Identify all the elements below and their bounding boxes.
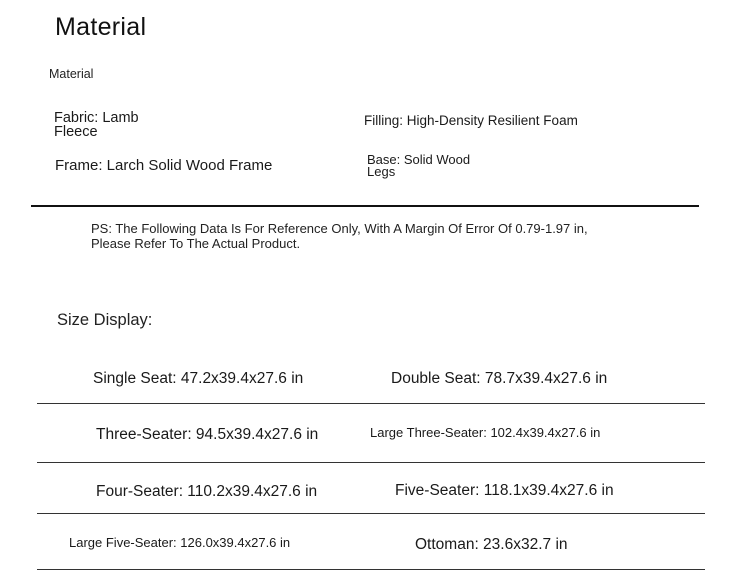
reference-note-line2: Please Refer To The Actual Product. <box>91 236 301 251</box>
size-large-three-seater: Large Three-Seater: 102.4x39.4x27.6 in <box>370 425 601 440</box>
row-divider <box>37 462 705 463</box>
size-large-five-seater: Large Five-Seater: 126.0x39.4x27.6 in <box>69 535 291 550</box>
filling-spec: Filling: High-Density Resilient Foam <box>364 113 578 128</box>
row-divider <box>37 403 705 404</box>
frame-spec: Frame: Larch Solid Wood Frame <box>55 157 273 174</box>
size-four-seater: Four-Seater: 110.2x39.4x27.6 in <box>96 483 318 500</box>
base-spec-line2: Legs <box>367 164 396 179</box>
size-display-heading: Size Display: <box>57 311 153 329</box>
row-divider <box>37 569 705 570</box>
size-five-seater: Five-Seater: 118.1x39.4x27.6 in <box>395 482 614 499</box>
fabric-spec-line1: Fabric: Lamb <box>54 110 139 126</box>
page-title: Material <box>55 13 147 41</box>
reference-note <box>91 221 651 251</box>
reference-note-line1: PS: The Following Data Is For Reference Only, With A Margin Of Error Of 0.79-1.97 in, <box>91 221 588 236</box>
size-three-seater: Three-Seater: 94.5x39.4x27.6 in <box>96 426 319 443</box>
section-divider <box>31 205 699 207</box>
base-spec <box>367 154 470 178</box>
fabric-spec-line2: Fleece <box>54 124 98 140</box>
row-divider <box>37 513 705 514</box>
size-ottoman: Ottoman: 23.6x32.7 in <box>415 536 568 553</box>
size-double-seat: Double Seat: 78.7x39.4x27.6 in <box>391 370 608 387</box>
fabric-spec <box>54 111 139 139</box>
section-label: Material <box>49 67 94 81</box>
size-single-seat: Single Seat: 47.2x39.4x27.6 in <box>93 370 304 387</box>
base-spec-line1: Base: Solid Wood <box>367 152 471 167</box>
